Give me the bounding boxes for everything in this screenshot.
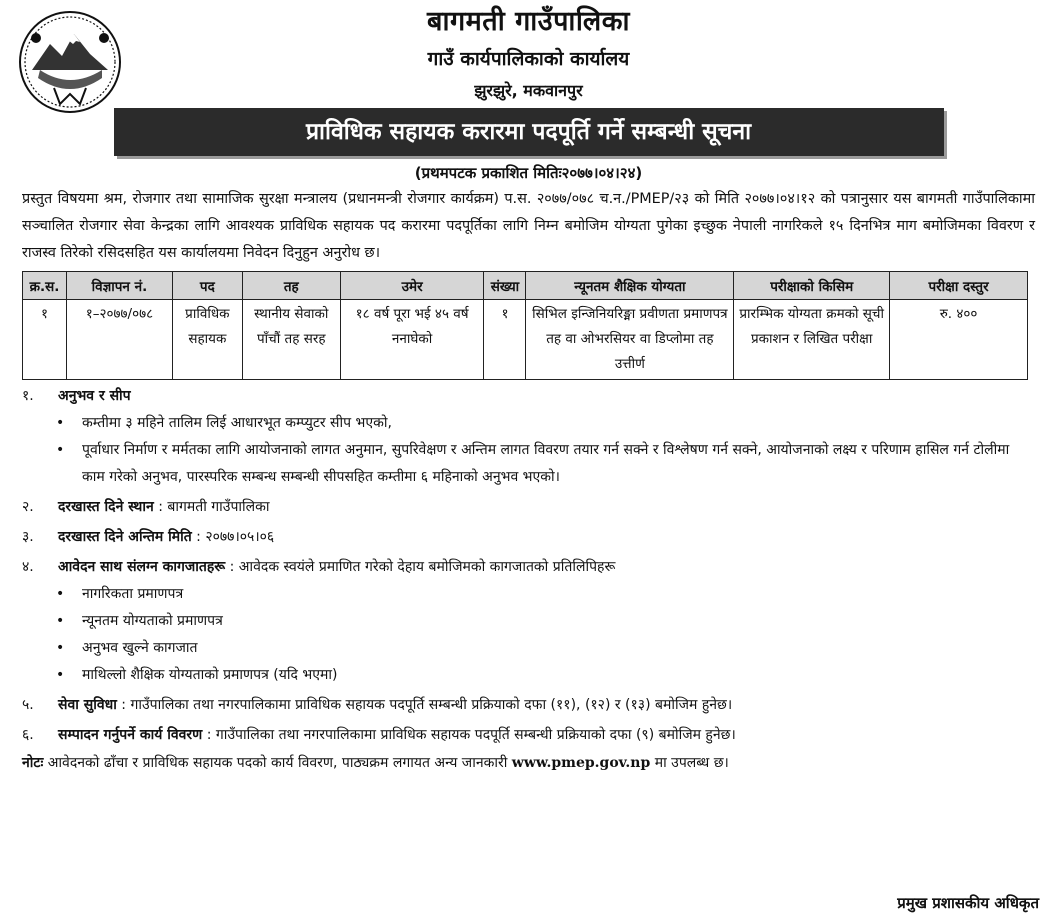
col-header-level: तह <box>242 272 340 300</box>
section-job-description <box>22 721 1035 749</box>
section-benefits <box>22 691 1035 719</box>
section-number: १. <box>22 388 34 404</box>
section-attachments <box>22 553 1035 689</box>
cell-age: १८ वर्ष पूरा भई ४५ वर्ष ननाघेको <box>340 300 484 380</box>
bullet-icon: • <box>56 586 65 602</box>
intro-paragraph: प्रस्तुत विषयमा श्रम, रोजगार तथा सामाजिक सुरक्षा मन्त्रालय (प्रधानमन्त्री रोजगार कार्यक्रम) प.स. २०७७/०७८ च.न./PMEP/२३ को मिति २०७७।०४।१२ को पत्रानुसार यस बागमती गाउँपालिकामा सञ्चालित रोजगार सेवा केन्द्रका लागि आवश्यक प्राविधिक सहायक पद करारमा पदपूर्तिका लागि निम्न बमोजिम योग्यता पुगेका इच्छुक नेपाली नागरिकले १५ दिनभित्र माग बमोजिमका विवरण र राजस्व तिरेको रसिदसहित यस कार्यालयमा निवेदन दिनुहुन अनुरोध छ। <box>22 191 1035 261</box>
bullet-icon: • <box>56 667 65 683</box>
list-item-text: नागरिकता प्रमाणपत्र <box>82 586 184 602</box>
section-text: : गाउँपालिका तथा नगरपालिकामा प्राविधिक सहायक पदपूर्ति सम्बन्धी प्रक्रियाको दफा (११), (१२) र (१३) बमोजिम हुनेछ। <box>116 697 733 713</box>
cell-level: स्थानीय सेवाको पाँचौं तह सरह <box>242 300 340 380</box>
list-item-text: कम्तीमा ३ महिने तालिम लिई आधारभूत कम्प्युटर सीप भएको, <box>82 415 392 431</box>
list-item-text: अनुभव खुल्ने कागजात <box>82 640 198 656</box>
notice-page <box>0 4 1057 919</box>
section-text: : बागमती गाउँपालिका <box>153 499 270 515</box>
cell-serial: १ <box>23 300 67 380</box>
note-text: आवेदनको ढाँचा र प्राविधिक सहायक पदको कार्य विवरण, पाठ्यक्रम लगायत अन्य जानकारी <box>43 755 512 771</box>
publication-date: (प्रथमपटक प्रकाशित मितिः२०७७।०४।२४) <box>414 164 643 182</box>
list-item-text: पूर्वाधार निर्माण र मर्मतका लागि आयोजनाको लागत अनुमान, सुपरिवेक्षण र अन्तिम लागत विवरण तयार गर्न सक्ने र विश्लेषण गर्न सक्ने, आयोजनाको लक्ष्य र परिणाम हासिल गर्न टोलीमा काम गरेको अनुभव, पारस्परिक सम्बन्ध सम्बन्धी सीपसहित कम्तीमा ६ महिनाको अनुभव भएको। <box>82 442 1010 485</box>
list-item-text: माथिल्लो शैक्षिक योग्यताको प्रमाणपत्र (यदि भएमा) <box>82 667 338 683</box>
section-title: दरखास्त दिने अन्तिम मिति <box>58 529 192 545</box>
list-item <box>22 635 1035 662</box>
col-header-serial: क्र.स. <box>23 272 67 300</box>
col-header-age: उमेर <box>340 272 484 300</box>
section-title: आवेदन साथ संलग्न कागजातहरू <box>58 559 226 575</box>
cell-count: १ <box>484 300 526 380</box>
government-emblem-icon <box>10 8 130 116</box>
section-number: २. <box>22 499 34 515</box>
bullet-icon: • <box>56 442 65 458</box>
note-tail: मा उपलब्ध छ। <box>650 755 729 771</box>
col-header-exam-type: परीक्षाको किसिम <box>734 272 890 300</box>
organization-name: बागमती गाउँपालिका <box>427 6 630 37</box>
section-title: दरखास्त दिने स्थान <box>58 499 154 515</box>
section-title: सेवा सुविधा <box>58 697 117 713</box>
section-experience <box>22 382 1035 491</box>
pmep-website-link[interactable]: www.pmep.gov.np <box>511 755 651 771</box>
col-header-ad-number: विज्ञापन नं. <box>66 272 172 300</box>
col-header-qualification: न्यूनतम शैक्षिक योग्यता <box>526 272 734 300</box>
note-label: नोटः <box>22 755 44 771</box>
section-text: : आवेदक स्वयंले प्रमाणित गरेको देहाय बमोजिमको कागजातको प्रतिलिपिहरू <box>225 559 616 575</box>
cell-ad-number: १–२०७७/०७८ <box>66 300 172 380</box>
col-header-exam-fee: परीक्षा दस्तुर <box>890 272 1028 300</box>
section-title: सम्पादन गर्नुपर्ने कार्य विवरण <box>58 727 203 743</box>
vacancy-table <box>22 271 1028 380</box>
bullet-icon: • <box>56 415 65 431</box>
table-header-row <box>23 272 1028 300</box>
notice-title-banner: प्राविधिक सहायक करारमा पदपूर्ति गर्ने सम्बन्धी सूचना <box>114 108 944 156</box>
list-item <box>22 608 1035 635</box>
section-text: : २०७७।०५।०६ <box>191 529 275 545</box>
section-number: ५. <box>22 697 34 713</box>
bullet-icon: • <box>56 613 65 629</box>
emblem-graphic <box>10 8 130 116</box>
section-text: : गाउँपालिका तथा नगरपालिकामा प्राविधिक सहायक पदपूर्ति सम्बन्धी प्रक्रियाको दफा (९) बमोजिम हुनेछ। <box>202 727 736 743</box>
note-line <box>22 749 1035 777</box>
section-number: ६. <box>22 727 34 743</box>
office-address: झुरझुरे, मकवानपुर <box>474 81 583 100</box>
section-deadline <box>22 523 1035 551</box>
section-application-place <box>22 493 1035 521</box>
signatory-title: प्रमुख प्रशासकीय अधिकृत <box>897 894 1039 912</box>
cell-exam-type: प्रारम्भिक योग्यता क्रमको सूची प्रकाशन र लिखित परीक्षा <box>734 300 890 380</box>
table-row <box>23 300 1028 380</box>
col-header-post: पद <box>172 272 242 300</box>
bullet-icon: • <box>56 640 65 656</box>
list-item <box>22 581 1035 608</box>
cell-qualification: सिभिल इन्जिनियरिङ्मा प्रवीणता प्रमाणपत्र तह वा ओभरसियर वा डिप्लोमा तह उत्तीर्ण <box>526 300 734 380</box>
section-number: ३. <box>22 529 34 545</box>
cell-post: प्राविधिक सहायक <box>172 300 242 380</box>
list-item <box>22 410 1035 437</box>
cell-exam-fee: रु. ४०० <box>890 300 1028 380</box>
office-name: गाउँ कार्यपालिकाको कार्यालय <box>427 48 630 70</box>
col-header-count: संख्या <box>484 272 526 300</box>
section-title: अनुभव र सीप <box>58 388 131 404</box>
section-number: ४. <box>22 559 34 575</box>
list-item <box>22 437 1035 491</box>
list-item-text: न्यूनतम योग्यताको प्रमाणपत्र <box>82 613 223 629</box>
letterhead <box>22 4 1035 104</box>
list-item <box>22 662 1035 689</box>
